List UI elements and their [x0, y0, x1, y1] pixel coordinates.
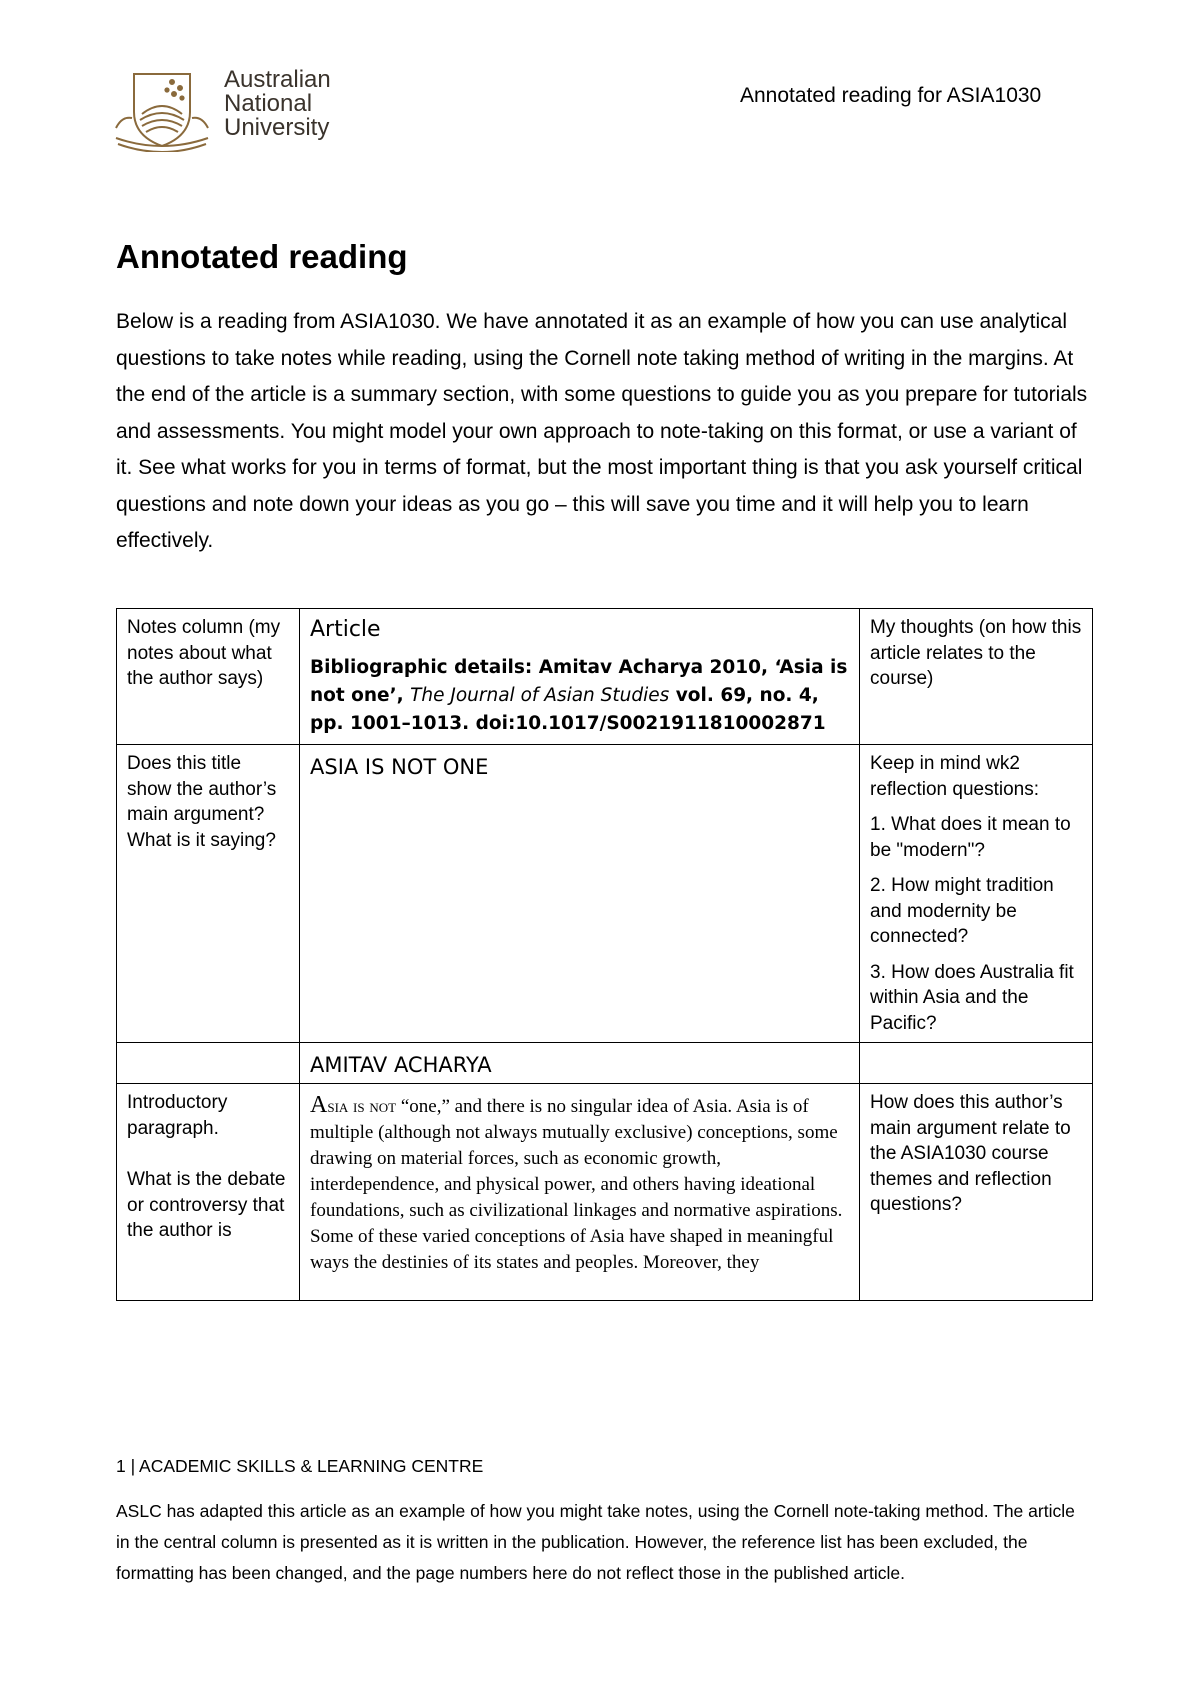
- article-column-header: [300, 609, 860, 745]
- notes-cell: [117, 745, 300, 1043]
- article-cell: [300, 745, 860, 1043]
- notes-column-header-text: Notes column (my notes about what the author says): [127, 617, 281, 689]
- thoughts-intro: Keep in mind wk2 reflection questions:: [870, 753, 1039, 800]
- notes-cell: [117, 1043, 300, 1084]
- header-course-label: Annotated reading for ASIA1030: [740, 84, 1042, 107]
- article-cell: [300, 1043, 860, 1084]
- university-logo: [112, 68, 344, 152]
- intro-paragraph: Below is a reading from ASIA1030. We have annotated it as an example of how you can use analytical questions to take notes while reading, using the Cornell note taking method of writing in the margins. At the end of the article is a summary section, with some questions to guide you as you prepare for tutorials and assessments. You might model your own approach to note-taking on this format, or use a variant of it. See what works for you in terms of format, but the most important thing is that you ask yourself critical questions and note down your ideas as you go – this will save you time and it will help you to learn effectively.: [116, 310, 1088, 552]
- article-body-rest: “one,” and there is no singular idea of Asia. Asia is of multiple (although not always mutually exclusive) conceptions, some drawing on material forces, such as economic growth, interdependence, and physical power, and others having ideational foundations, such as civilizational linkages and normative aspirations. Some of these varied conceptions of Asia have shaped in meaningful ways the destinies of its states and peoples. Moreover, they: [310, 1096, 843, 1273]
- biblio-prefix: Bibliographic details: Amitav Acharya 2010, ‘Asia is not one’,: [310, 657, 848, 706]
- bibliographic-details: [310, 654, 849, 738]
- article-body-text: [310, 1092, 849, 1276]
- article-title: ASIA IS NOT ONE: [310, 755, 489, 779]
- notes-column-header: [117, 609, 300, 745]
- logo-wordmark: [224, 68, 344, 140]
- university-crest-icon: [112, 68, 212, 152]
- cornell-notes-table: [116, 608, 1093, 1301]
- thoughts-column-header-text: My thoughts (on how this article relates to the course): [870, 617, 1082, 689]
- article-heading: Article: [310, 617, 381, 642]
- biblio-suffix: vol. 69, no. 4, pp. 1001–1013. doi:10.1017/S0021911810002871: [310, 685, 826, 734]
- thoughts-cell: [860, 1084, 1093, 1301]
- logo-line-1: Australian: [224, 68, 331, 93]
- biblio-journal: The Journal of Asian Studies: [410, 685, 670, 706]
- reflection-question-1: 1. What does it mean to be "modern"?: [870, 814, 1071, 861]
- thoughts-column-header: [860, 609, 1093, 745]
- thoughts-text: How does this author’s main argument relate to the ASIA1030 course themes and reflection questions?: [870, 1092, 1071, 1215]
- reflection-question-3: 3. How does Australia fit within Asia and the Pacific?: [870, 961, 1074, 1034]
- notes-text: What is the debate or controversy that the author is: [127, 1169, 286, 1241]
- table-row: [117, 1084, 1093, 1301]
- logo-line-3: University: [224, 114, 330, 140]
- thoughts-cell: [860, 745, 1093, 1043]
- smallcaps-lead: sia is not: [327, 1096, 397, 1117]
- notes-cell: [117, 1084, 300, 1301]
- logo-line-2: National: [224, 90, 313, 117]
- footer-note: ASLC has adapted this article as an example of how you might take notes, using the Cornell note-taking method. The article in the central column is presented as it is written in the publication. However, the reference list has been excluded, the formatting has been changed, and the page numbers here do not reflect those in the published article.: [116, 1501, 1075, 1583]
- drop-letter: A: [310, 1092, 328, 1118]
- table-row: [117, 745, 1093, 1043]
- notes-text: Introductory paragraph.: [127, 1092, 228, 1139]
- notes-text: Does this title show the author’s main argument? What is it saying?: [127, 753, 277, 851]
- article-author: AMITAV ACHARYA: [310, 1053, 492, 1077]
- table-row: [117, 1043, 1093, 1084]
- page-title: Annotated reading: [116, 238, 408, 275]
- article-cell: [300, 1084, 860, 1301]
- table-row-header: [117, 609, 1093, 745]
- footer-page-label: 1 | ACADEMIC SKILLS & LEARNING CENTRE: [116, 1456, 484, 1476]
- reflection-question-2: 2. How might tradition and modernity be connected?: [870, 875, 1054, 947]
- thoughts-cell: [860, 1043, 1093, 1084]
